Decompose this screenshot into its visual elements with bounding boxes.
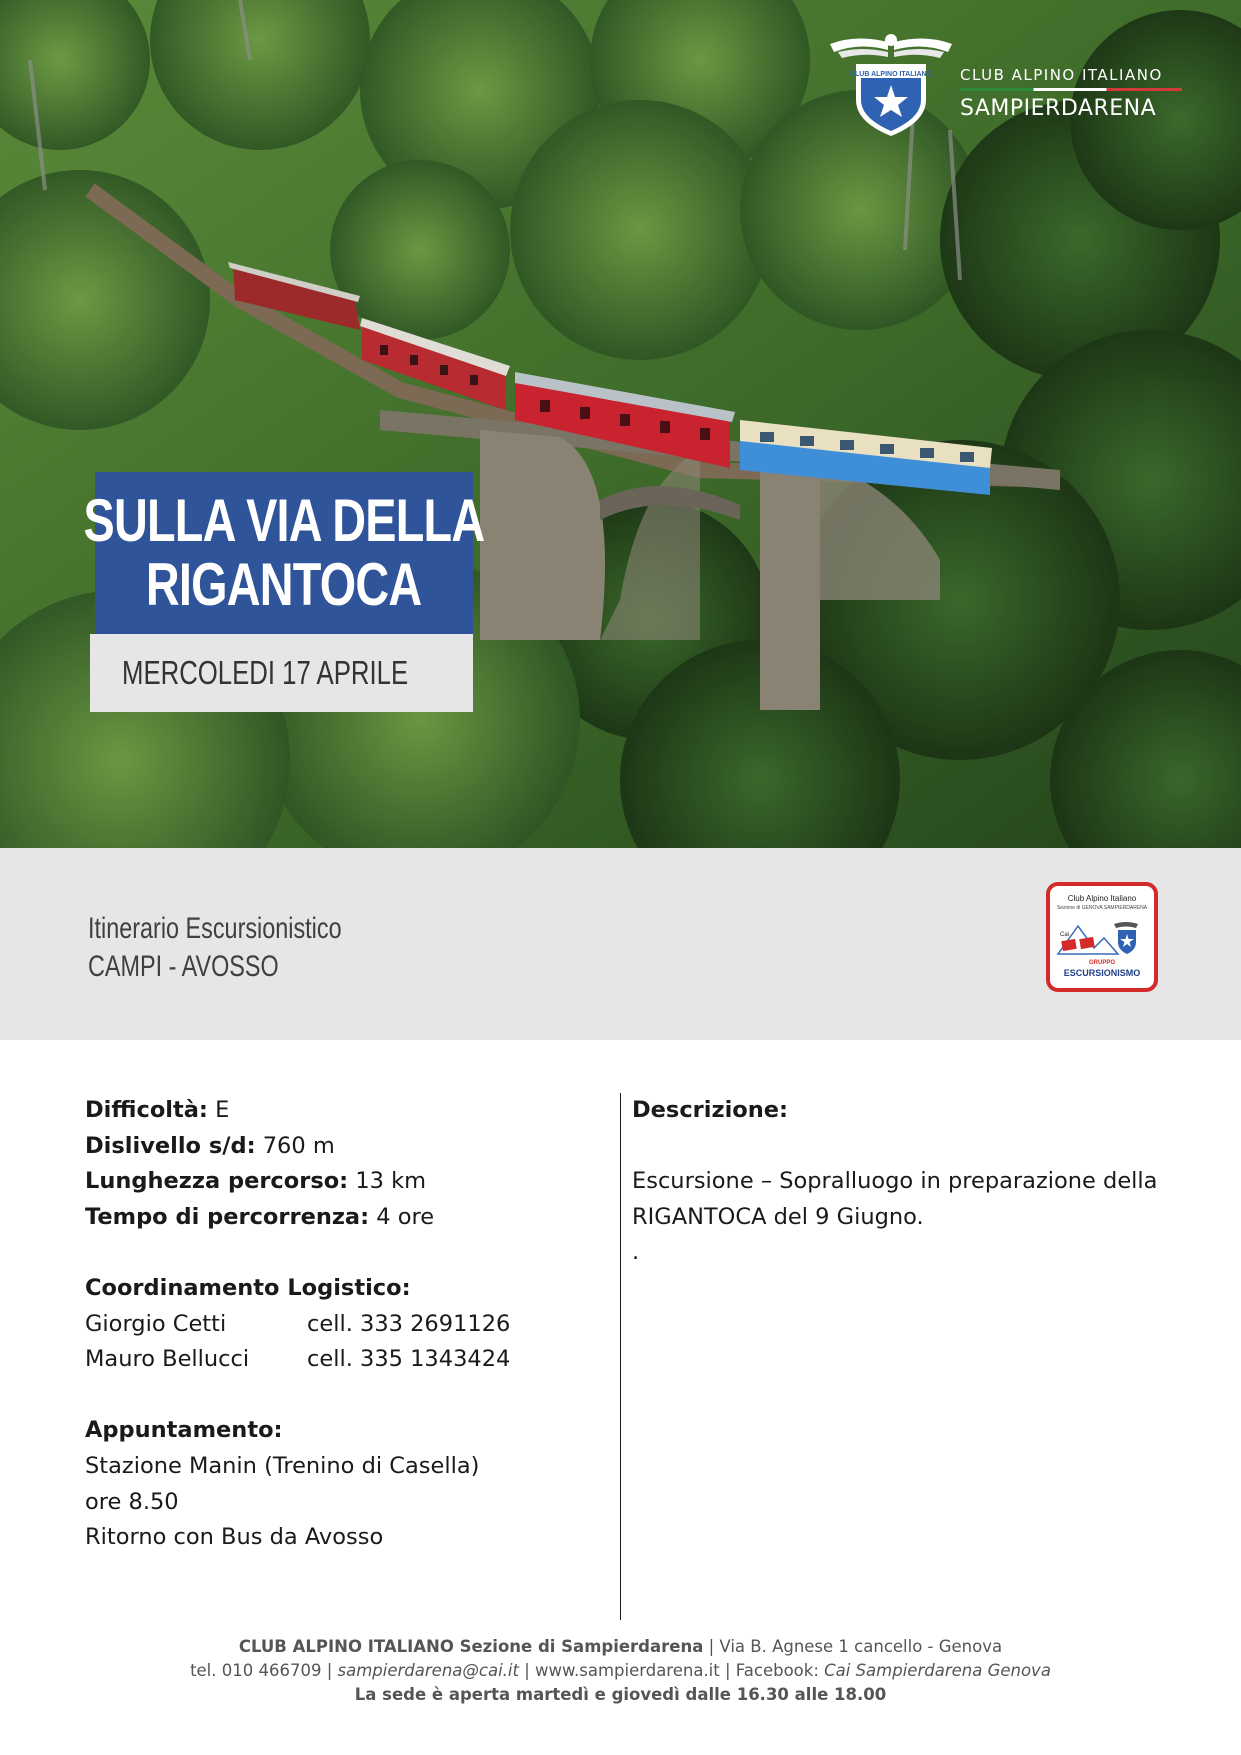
- time-row: [85, 1200, 605, 1236]
- event-title: [83, 472, 485, 634]
- length-row: [85, 1164, 605, 1200]
- gruppo-escursionismo-badge: [1046, 882, 1158, 992]
- footer-address: | Via B. Agnese 1 cancello - Genova: [703, 1637, 1003, 1656]
- difficulty-value: E: [207, 1097, 230, 1123]
- contact-phone: cell. 335 1343424: [307, 1346, 511, 1373]
- difficulty-row: [85, 1093, 605, 1129]
- event-date-text: MERCOLEDI 17 APRILE: [122, 654, 409, 691]
- hike-details: [85, 1093, 605, 1556]
- length-value: 13 km: [348, 1168, 427, 1195]
- elevation-value: 760 m: [255, 1132, 335, 1159]
- hero-photo: [0, 0, 1241, 848]
- org-name-line2: SAMPIERDARENA: [960, 96, 1157, 121]
- org-name-line1: CLUB ALPINO ITALIANO: [960, 66, 1163, 84]
- difficulty-label: Difficoltà:: [85, 1097, 208, 1123]
- contact-row: [85, 1342, 605, 1378]
- footer: [0, 1635, 1241, 1707]
- description-heading: Descrizione:: [632, 1097, 789, 1123]
- contact-row: [85, 1307, 605, 1343]
- itinerary-info: [88, 910, 413, 986]
- length-label: Lunghezza percorso:: [85, 1168, 349, 1195]
- event-title-line2: RIGANTOCA: [146, 551, 422, 618]
- event-date: [90, 634, 473, 712]
- footer-hours: La sede è aperta martedì e giovedì dalle 16.30 alle 18.00: [354, 1685, 887, 1704]
- itinerary-band: [0, 848, 1241, 1040]
- badge-escursionismo: ESCURSIONISMO: [1063, 968, 1141, 978]
- emblem-text: CLUB ALPINO ITALIANO: [849, 71, 933, 78]
- footer-facebook-link[interactable]: Cai Sampierdarena Genova: [824, 1661, 1051, 1680]
- meeting-place: Stazione Manin (Trenino di Casella): [85, 1452, 480, 1479]
- itinerary-route: CAMPI - AVOSSO: [88, 950, 279, 983]
- contact-phone: cell. 333 2691126: [307, 1310, 511, 1337]
- badge-gruppo: GRUPPO: [1088, 960, 1115, 966]
- description-line: .: [632, 1239, 640, 1266]
- itinerary-type: Itinerario Escursionistico: [88, 912, 342, 945]
- meeting-heading: Appuntamento:: [85, 1417, 283, 1444]
- footer-tel: tel. 010 466709 |: [190, 1661, 338, 1680]
- footer-line1: [0, 1635, 1241, 1659]
- footer-email-link[interactable]: sampierdarena@cai.it: [337, 1661, 519, 1680]
- badge-subtitle: Sezione di GENOVA SAMPIERDARENA: [1056, 905, 1148, 911]
- tricolor-bar: [960, 88, 1182, 91]
- description-line: Escursione – Sopralluogo in preparazione della: [632, 1168, 1158, 1195]
- cai-emblem-icon: [826, 30, 956, 140]
- badge-title: Club Alpino Italiano: [1067, 894, 1137, 903]
- return-info: Ritorno con Bus da Avosso: [85, 1524, 384, 1551]
- time-label: Tempo di percorrenza:: [85, 1203, 370, 1230]
- footer-web: | www.sampierdarena.it | Facebook:: [518, 1661, 825, 1680]
- contact-name: Mauro Bellucci: [85, 1346, 250, 1373]
- logistics-heading: Coordinamento Logistico:: [85, 1274, 411, 1301]
- time-value: 4 ore: [369, 1203, 435, 1230]
- description-line: RIGANTOCA del 9 Giugno.: [632, 1203, 924, 1230]
- description-section: [632, 1093, 1192, 1271]
- mountain-flag-icon: [1056, 918, 1148, 960]
- event-title-line1: SULLA VIA DELLA: [83, 487, 485, 554]
- badge-cai-text: Cai: [1060, 932, 1070, 938]
- footer-line2: [0, 1659, 1241, 1683]
- meeting-time: ore 8.50: [85, 1488, 179, 1515]
- elevation-row: [85, 1129, 605, 1165]
- elevation-label: Dislivello s/d:: [85, 1132, 256, 1159]
- footer-org: CLUB ALPINO ITALIANO Sezione di Sampierdarena: [238, 1637, 704, 1656]
- cai-logo: [826, 30, 1186, 140]
- column-divider: [620, 1093, 621, 1620]
- contact-name: Giorgio Cetti: [85, 1310, 227, 1337]
